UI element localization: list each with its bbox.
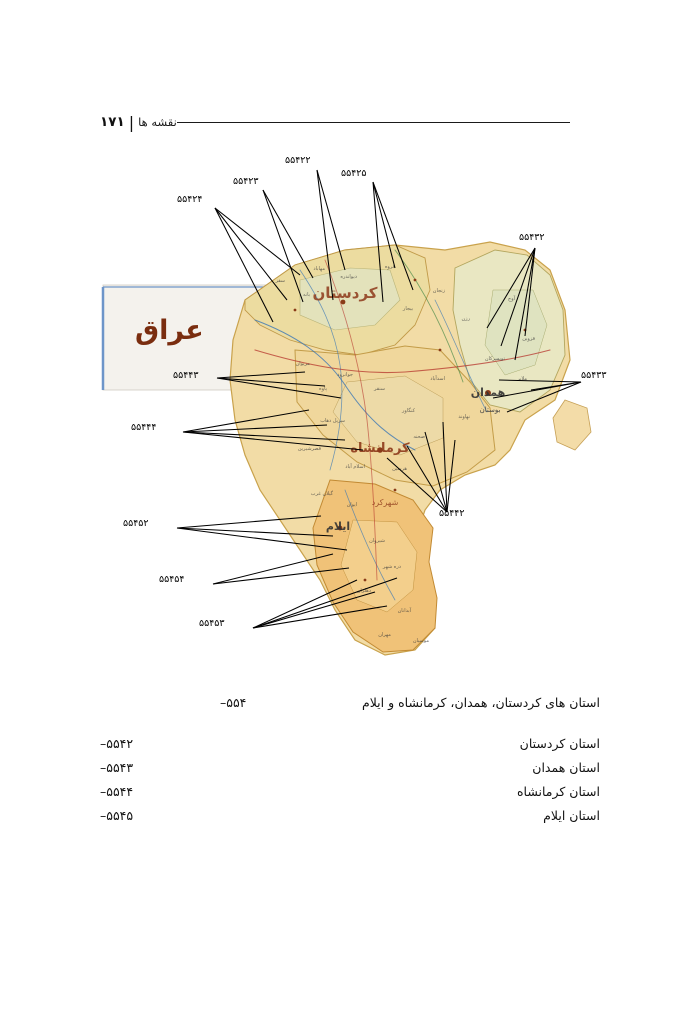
svg-text:کرمانشاه: کرمانشاه (350, 441, 410, 456)
index-list (100, 695, 600, 832)
index-main-group (100, 695, 600, 710)
svg-text:هرسین: هرسین (392, 466, 407, 472)
svg-text:صحنه: صحنه (413, 434, 425, 440)
svg-text:کردستان: کردستان (312, 284, 378, 302)
svg-text:ایوان: ایوان (346, 502, 357, 508)
header-section-label: نقشه ها (138, 115, 177, 129)
svg-text:بیجار: بیجار (402, 306, 413, 312)
callout-55442: ۵۵۴۴۲ (439, 508, 465, 519)
index-title-kermanshah: استان کرمانشاه (516, 784, 600, 799)
callout-55452: ۵۵۴۵۲ (123, 518, 149, 529)
svg-text:مهران: مهران (378, 632, 391, 638)
svg-text:پاوه: پاوه (319, 386, 327, 392)
page-number: ۱۷۱ (100, 114, 125, 130)
svg-text:تویسرکان: تویسرکان (484, 356, 505, 362)
index-title-hamedan: استان همدان (532, 760, 600, 775)
svg-text:قروه: قروه (384, 264, 395, 270)
index-code-ilam: –۵۵۴۵ (100, 808, 134, 823)
svg-text:بانه: بانه (303, 292, 310, 298)
svg-text:زنجان: زنجان (432, 288, 445, 294)
header-separator: | (128, 112, 135, 132)
svg-text:گیلان غرب: گیلان غرب (310, 491, 333, 497)
callout-55424: ۵۵۴۲۴ (177, 194, 203, 205)
index-row-ilam (100, 808, 600, 823)
svg-text:نهاوند: نهاوند (458, 414, 470, 420)
index-title-kordestan: استان کردستان (519, 736, 600, 751)
callout-55425: ۵۵۴۲۵ (341, 168, 367, 179)
index-row-kordestan (100, 736, 600, 751)
callout-55454: ۵۵۴۵۴ (159, 574, 185, 585)
svg-text:شهرکرد: شهرکرد (371, 498, 399, 507)
svg-text:شیروان: شیروان (369, 538, 385, 544)
svg-text:مریوان: مریوان (295, 361, 310, 367)
svg-text:کنگاور: کنگاور (401, 408, 415, 414)
index-sub-group (100, 736, 600, 823)
svg-text:آبدانان: آبدانان (397, 608, 411, 614)
svg-text:جوانرود: جوانرود (337, 372, 353, 378)
index-code-kermanshah: –۵۵۴۴ (100, 784, 134, 799)
index-code-kordestan: –۵۵۴۲ (100, 736, 134, 751)
index-main-title: استان های کردستان، همدان، کرمانشاه و ایلام (361, 695, 600, 710)
callout-55433: ۵۵۴۳۳ (581, 370, 607, 381)
svg-text:سقز: سقز (275, 278, 285, 284)
map-landmass (230, 242, 591, 655)
svg-text:رزن: رزن (461, 316, 470, 322)
index-title-ilam: استان ایلام (543, 808, 600, 823)
callout-55432: ۵۵۴۳۲ (519, 232, 545, 243)
svg-text:آوج: آوج (507, 296, 515, 302)
index-row-kermanshah (100, 784, 600, 799)
svg-text:دیواندره: دیواندره (340, 274, 357, 280)
svg-text:سنقر: سنقر (374, 386, 385, 392)
svg-text:ایلام: ایلام (325, 520, 351, 533)
index-row-hamedan (100, 760, 600, 775)
map-figure (95, 150, 615, 670)
svg-text:بوستان: بوستان (479, 406, 501, 414)
page-header (100, 108, 580, 136)
callout-55453: ۵۵۴۵۳ (199, 618, 225, 629)
iraq-map-label: عراق (135, 315, 204, 346)
svg-text:دهلران: دهلران (356, 588, 371, 594)
svg-text:قزوین: قزوین (522, 336, 535, 342)
svg-text:سرپل ذهاب: سرپل ذهاب (320, 418, 345, 424)
svg-text:قصرشیرین: قصرشیرین (297, 446, 321, 452)
map-graphic (95, 150, 615, 670)
index-row-main (100, 695, 600, 710)
svg-text:موسیان: موسیان (412, 638, 429, 644)
callout-55444: ۵۵۴۴۴ (131, 422, 157, 433)
svg-text:مهاباد: مهاباد (313, 266, 325, 272)
index-main-code: –۵۵۴ (220, 695, 247, 710)
svg-text:اسلام آباد: اسلام آباد (345, 464, 365, 470)
svg-text:دره شهر: دره شهر (382, 564, 401, 570)
index-code-hamedan: –۵۵۴۳ (100, 760, 134, 775)
callout-55443: ۵۵۴۴۳ (173, 370, 199, 381)
svg-text:اسدآباد: اسدآباد (430, 376, 445, 382)
callout-55423: ۵۵۴۲۳ (233, 176, 259, 187)
svg-text:همدان: همدان (470, 386, 506, 399)
header-rule (177, 122, 570, 123)
callout-55422: ۵۵۴۲۲ (285, 155, 311, 166)
svg-text:ملایر: ملایر (517, 376, 527, 382)
